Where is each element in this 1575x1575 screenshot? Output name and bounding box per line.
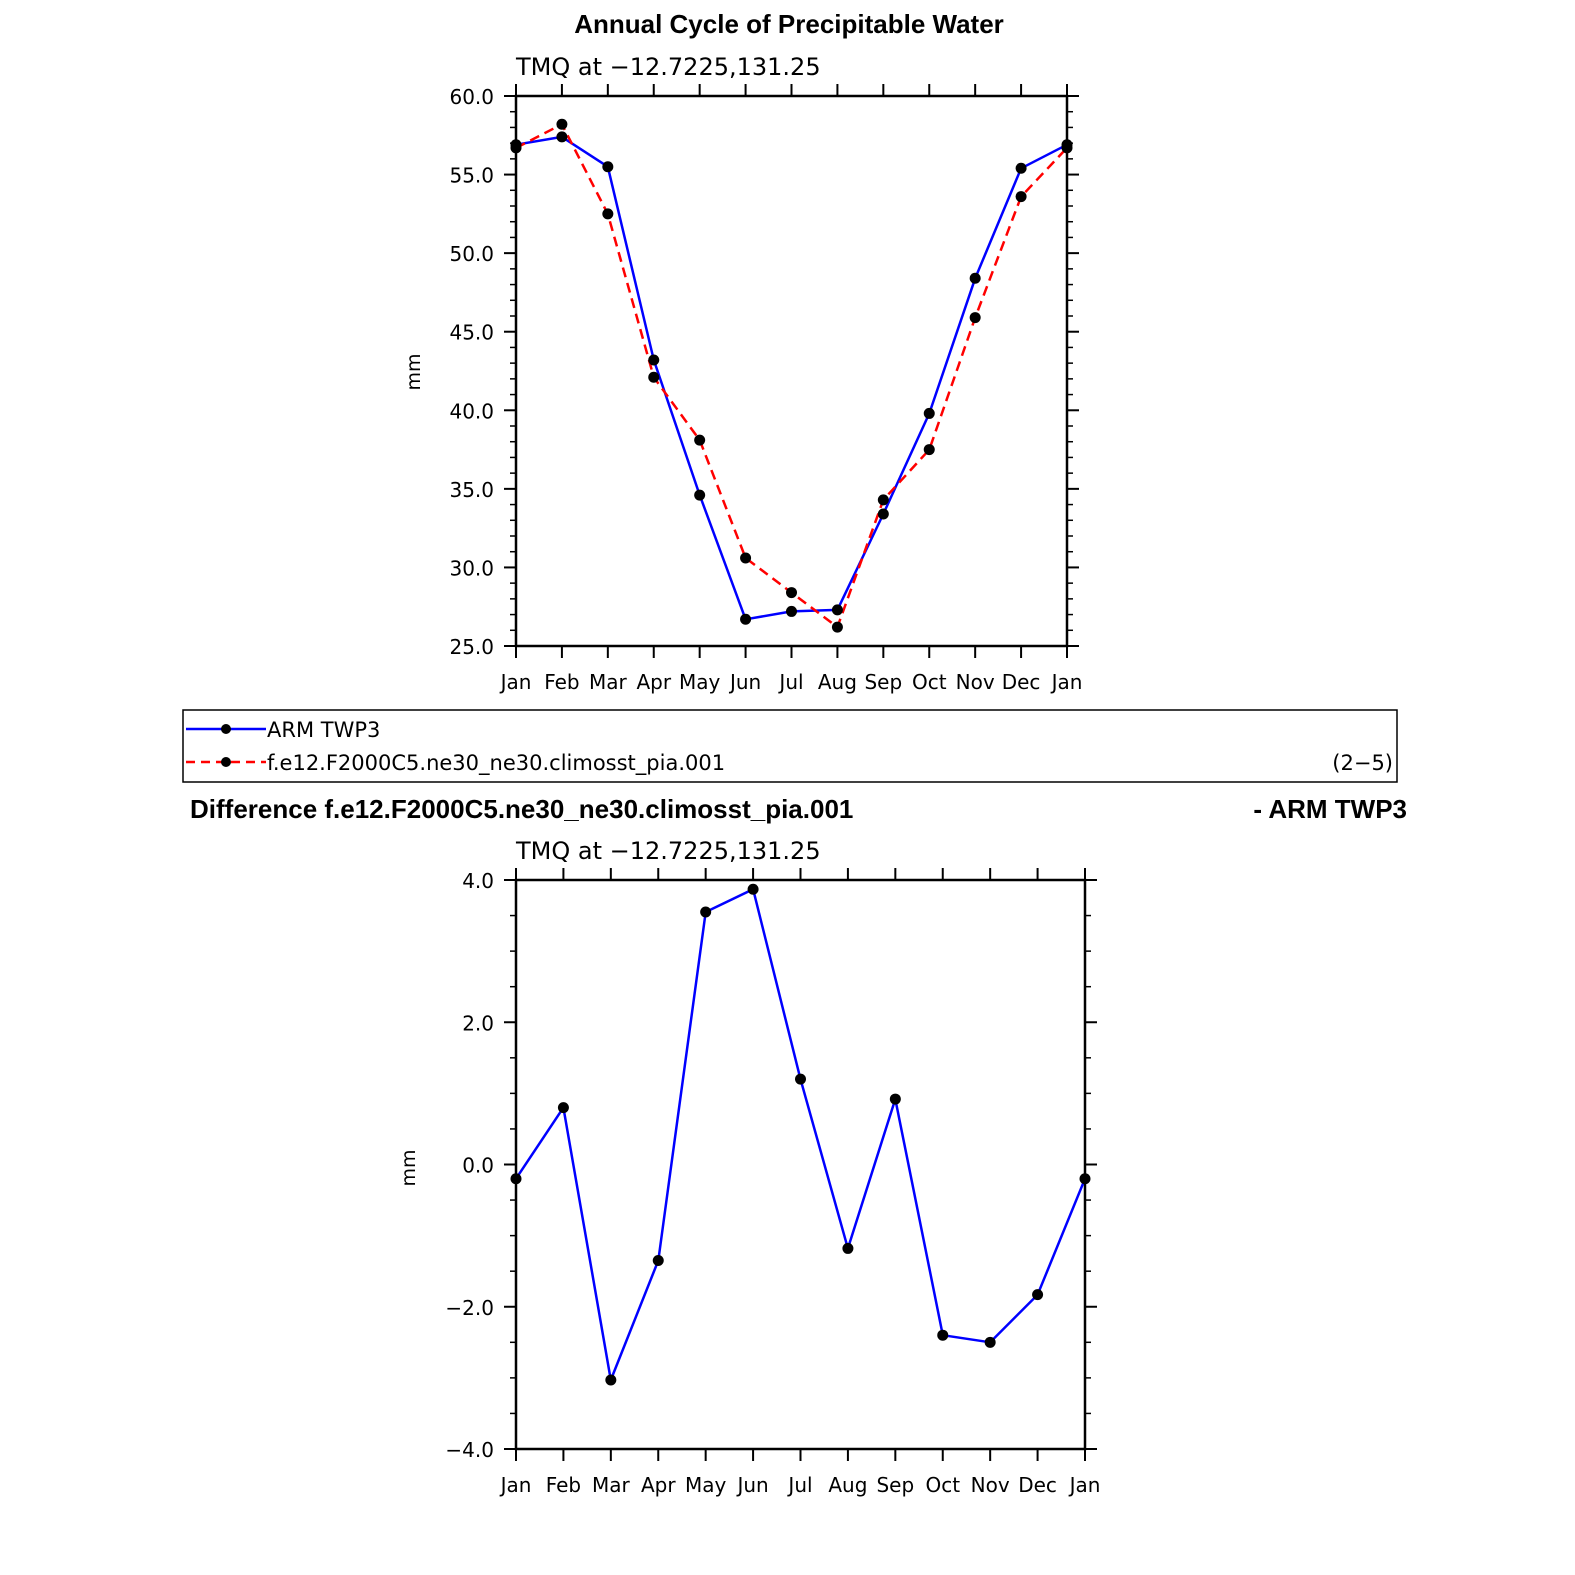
chart1-ytick-label: 40.0: [449, 399, 494, 424]
chart2-series-point-0: [511, 1173, 522, 1184]
chart1-xtick-label: Aug: [817, 670, 857, 694]
chart2-ytick-label: 0.0: [462, 1153, 494, 1178]
chart1-xtick-label: Feb: [544, 670, 580, 694]
chart1-series-line-1: [516, 124, 1067, 627]
chart1-series-point-1: [694, 435, 705, 446]
chart1-series-point-1: [511, 142, 522, 153]
chart2-series-point-0: [1032, 1289, 1043, 1300]
chart2-ylabel: mm: [398, 1149, 420, 1187]
chart2-series-point-0: [795, 1074, 806, 1085]
chart1-series-point-1: [970, 312, 981, 323]
chart1-series-point-0: [878, 509, 889, 520]
chart1-xtick-label: Dec: [1001, 670, 1041, 694]
chart1-series-point-0: [924, 408, 935, 419]
chart2-title: Difference f.e12.F2000C5.ne30_ne30.climosst_pia.001: [190, 794, 854, 824]
chart1-series-point-0: [1016, 163, 1027, 174]
chart2-ytick-label: 4.0: [462, 869, 494, 893]
chart2-xtick-label: Aug: [828, 1473, 868, 1497]
chart2-xtick-label: Mar: [591, 1473, 630, 1497]
chart1-series-point-0: [786, 606, 797, 617]
chart1-ytick-label: 50.0: [449, 242, 494, 267]
chart1-ytick-label: 30.0: [449, 556, 494, 581]
chart2-series-point-0: [558, 1102, 569, 1113]
chart1-series-point-0: [648, 355, 659, 366]
chart2-series-line-0: [516, 889, 1085, 1380]
chart2-frame: [516, 880, 1085, 1449]
legend-label-arm: ARM TWP3: [267, 718, 381, 742]
chart2-series-point-0: [890, 1094, 901, 1105]
chart2-ytick-label: 2.0: [462, 1011, 494, 1036]
chart1-title: Annual Cycle of Precipitable Water: [574, 9, 1004, 39]
chart1-xtick-label: Jan: [500, 670, 532, 694]
chart1-series-point-1: [878, 494, 889, 505]
chart1-xtick-label: Nov: [955, 670, 995, 694]
chart2-xtick-label: Sep: [876, 1473, 915, 1497]
chart2-series-point-0: [748, 884, 759, 895]
chart1-series-point-1: [556, 119, 567, 130]
chart1-frame: [516, 96, 1067, 646]
chart1-series-point-1: [786, 587, 797, 598]
chart2-series-point-0: [1080, 1173, 1091, 1184]
chart2-series-point-0: [842, 1243, 853, 1254]
chart2-series-point-0: [937, 1330, 948, 1341]
chart1-xtick-label: Jul: [779, 670, 804, 694]
chart2-xtick-label: Feb: [545, 1473, 582, 1497]
chart1-legend: [183, 710, 1397, 782]
chart1-series-point-0: [740, 614, 751, 625]
chart2-series-point-0: [985, 1337, 996, 1348]
chart1-xtick-label: Jun: [729, 670, 762, 694]
chart1-series-point-0: [602, 161, 613, 172]
chart2-xtick-label: Jan: [1069, 1473, 1101, 1497]
chart1-series-point-1: [924, 444, 935, 455]
chart2-series-point-0: [700, 907, 711, 918]
chart1-xtick-label: Oct: [911, 670, 947, 694]
chart1-series-point-1: [648, 372, 659, 383]
chart2-xtick-label: Jun: [737, 1473, 769, 1497]
chart2-series-point-0: [605, 1375, 616, 1386]
chart2-xtick-label: Dec: [1018, 1473, 1057, 1497]
chart2-xtick-label: May: [684, 1473, 727, 1497]
chart1-xtick-label: Mar: [588, 670, 627, 694]
chart1-series-point-0: [694, 490, 705, 501]
chart2-plot-area: [445, 868, 1100, 1497]
chart1-series-point-1: [1062, 142, 1073, 153]
chart2-xtick-label: Nov: [970, 1473, 1010, 1497]
chart1-plot-area: [449, 84, 1082, 694]
chart1-xtick-label: Apr: [636, 670, 672, 694]
chart1-series-point-0: [970, 273, 981, 284]
chart1-xtick-label: Sep: [864, 670, 903, 694]
chart2-ytick-label: −2.0: [445, 1295, 494, 1320]
chart1-ytick-label: 35.0: [449, 477, 494, 502]
chart1-subtitle: TMQ at −12.7225,131.25: [516, 53, 821, 81]
chart1-series-point-1: [1016, 191, 1027, 202]
legend-marker-arm: [221, 724, 231, 734]
chart1-series-point-1: [740, 553, 751, 564]
chart2-subtitle: TMQ at −12.7225,131.25: [516, 837, 821, 865]
chart1-series-point-1: [832, 622, 843, 633]
chart1-series-point-0: [556, 131, 567, 142]
chart1-ytick-label: 25.0: [449, 635, 494, 659]
chart2-xtick-label: Apr: [640, 1473, 676, 1497]
chart1-series-point-0: [832, 604, 843, 615]
legend-label-model: f.e12.F2000C5.ne30_ne30.climosst_pia.001: [267, 751, 726, 775]
chart2-xtick-label: Oct: [925, 1473, 961, 1497]
chart1-ytick-label: 45.0: [449, 320, 494, 345]
chart2-series-point-0: [653, 1255, 664, 1266]
chart2-title-right: - ARM TWP3: [1253, 794, 1407, 824]
chart1-xtick-label: Jan: [1051, 670, 1083, 694]
legend-panel-label: (2−5): [1332, 751, 1393, 775]
chart2-ytick-label: −4.0: [445, 1438, 494, 1462]
chart1-xtick-label: May: [678, 670, 721, 694]
chart1-ytick-label: 55.0: [449, 163, 494, 188]
chart2-xtick-label: Jan: [500, 1473, 532, 1497]
chart1-series-point-1: [602, 208, 613, 219]
chart1-series-line-0: [516, 137, 1067, 619]
legend-marker-model: [221, 757, 231, 767]
chart1-ylabel: mm: [403, 353, 425, 391]
chart2-xtick-label: Jul: [788, 1473, 813, 1497]
chart1-ytick-label: 60.0: [449, 85, 494, 109]
